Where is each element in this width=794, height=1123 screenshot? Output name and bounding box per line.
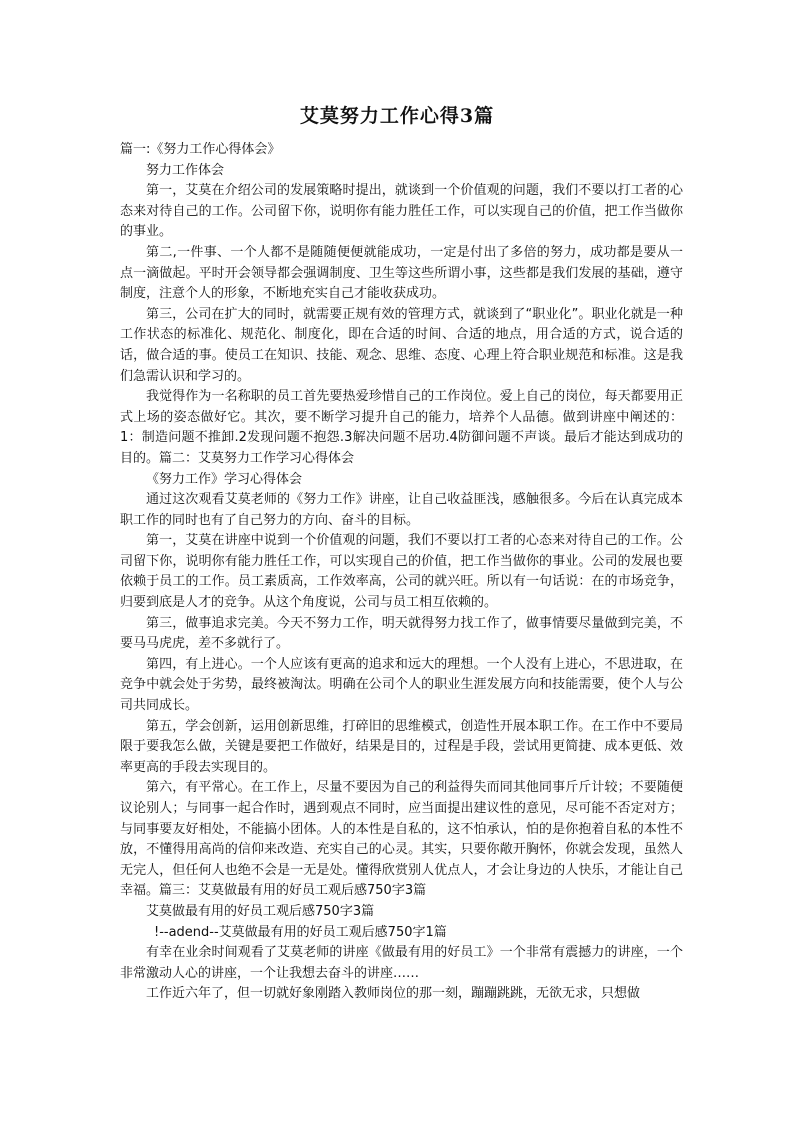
paragraph: 第一，艾莫在讲座中说到一个价值观的问题，我们不要以打工者的心态来对待自己的工作。公司留下你，说明你有能力胜任工作，可以实现自己的价值，把工作当做你的事业。公司的发展也要依赖于员工的工作。员工素质高，工作效率高，公司的就兴旺。所以有一句话说：在的市场竞争，归要到底是人才的竞争。从这个角度说，公司与员工相互依赖的。: [120, 533, 683, 611]
section-heading: 篇一:《努力工作心得体会》: [120, 142, 281, 157]
paragraph: 第一，艾莫在介绍公司的发展策略时提出，就谈到一个价值观的问题，我们不要以打工者的心态来对待自己的工作。公司留下你，说明你有能力胜任工作，可以实现自己的价值，把工作当做你的事业。: [120, 183, 683, 240]
document-body: [120, 140, 683, 1005]
paragraph: 第三，公司在扩大的同时，就需要正规有效的管理方式，就谈到了“职业化”。职业化就是一种工作状态的标准化、规范化、制度化，即在合适的时间、合适的地点，用合适的方式，说合适的话，做合适的事。使员工在知识、技能、观念、思维、态度、心理上符合职业规范和标准。这是我们急需认识和学习的。: [120, 306, 683, 384]
paragraph: 有幸在业余时间观看了艾莫老师的讲座《做最有用的好员工》一个非常有震撼力的讲座，一个非常激动人心的讲座，一个让我想去奋斗的讲座……: [120, 945, 683, 981]
paragraph: 第二,一件事、一个人都不是随随便便就能成功，一定是付出了多倍的努力，成功都是要从一点一滴做起。平时开会领导都会强调制度、卫生等这些所谓小事，这些都是我们发展的基础，遵守制度，注意个人的形象，不断地充实自己才能收获成功。: [120, 244, 683, 302]
document-title: 艾莫努力工作心得3篇: [299, 105, 495, 127]
paragraph: 我觉得作为一名称职的员工首先要热爱珍惜自己的工作岗位。爱上自己的岗位，每天都要用正式上场的姿态做好它。其次，要不断学习提升自己的能力，培养个人品德。做到讲座中阐述的：1：制造问题不推卸.2发现问题不抱怨.3解决问题不居功.4防御问题不声谈。最后才能达到成功的目的。篇二：艾莫努力工作学习心得体会: [120, 389, 683, 466]
paragraph: 第六，有平常心。在工作上，尽量不要因为自己的利益得失而同其他同事斤斤计较；不要随便议论别人；与同事一起合作时，遇到观点不同时，应当面提出建议性的意见，尽可能不否定对方；与同事要友好相处，不能搞小团体。人的本性是自私的，这不怕承认，怕的是你抱着自私的本性不放，不懂得用高尚的信仰来改造、充实自己的心灵。其实，只要你敞开胸怀，你就会发现，虽然人无完人，但任何人也绝不会是一无是处。懂得欣赏别人优点人，才会让身边的人快乐，才能让自己幸福。篇三：艾莫做最有用的好员工观后感750字3篇: [120, 780, 683, 899]
paragraph: 通过这次观看艾莫老师的《努力工作》讲座，让自己收益匪浅，感触很多。今后在认真完成本职工作的同时也有了自己努力的方向、奋斗的目标。: [120, 492, 683, 528]
paragraph: 努力工作体会: [146, 162, 225, 178]
paragraph: 《努力工作》学习心得体会: [146, 471, 303, 487]
paragraph: 艾莫做最有用的好员工观后感750字3篇: [146, 903, 375, 919]
paragraph: 工作近六年了，但一切就好象刚踏入教师岗位的那一刻，蹦蹦跳跳，无欲无求，只想做: [146, 986, 641, 1002]
paragraph: 第三，做事追求完美。今天不努力工作，明天就得努力找工作了，做事情要尽量做到完美，不要马马虎虎，差不多就行了。: [120, 615, 683, 652]
paragraph: !--adend--艾莫做最有用的好员工观后感750字1篇: [154, 924, 447, 940]
paragraph: 第五，学会创新，运用创新思维，打碎旧的思维模式，创造性开展本职工作。在工作中不要局限于要我怎么做，关键是要把工作做好，结果是目的，过程是手段，尝试用更简捷、成本更低、效率更高的手段去实现目的。: [120, 718, 683, 775]
paragraph: 第四，有上进心。一个人应该有更高的追求和远大的理想。一个人没有上进心，不思进取，在竞争中就会处于劣势，最终被淘汰。明确在公司个人的职业生涯发展方向和技能需要，使个人与公司共同成长。: [120, 656, 683, 714]
